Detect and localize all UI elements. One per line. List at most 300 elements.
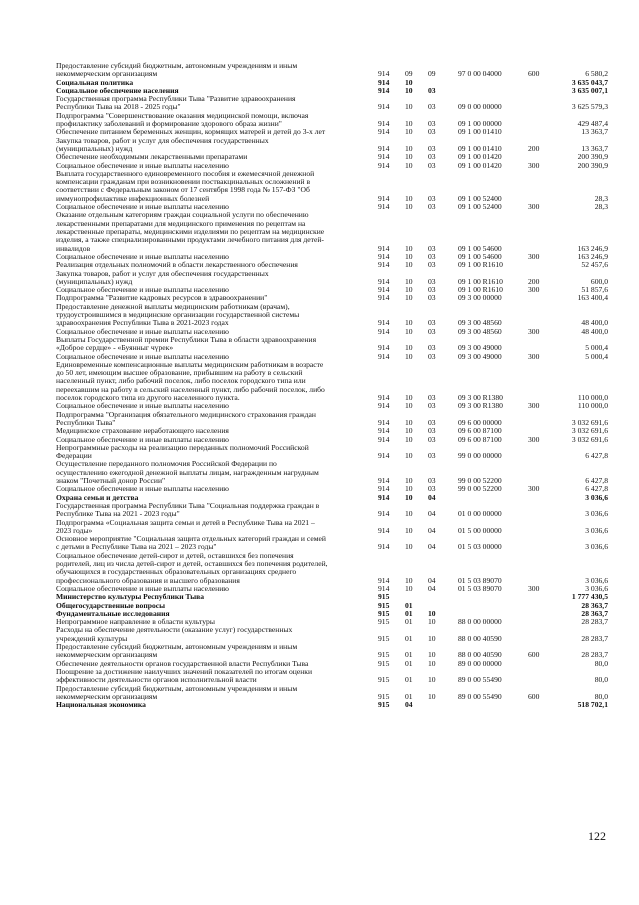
row-name-line: профилактику заболеваний и формирование здорового образа жизни" (56, 119, 282, 129)
row-name-line: Предоставление субсидий бюджетным, автономным учреждениям и иным (56, 642, 298, 651)
row-name-line: Подпрограмма "Организация обязательного медицинского страхования граждан (56, 409, 316, 419)
table-row (0, 668, 639, 685)
row-name-line: Республики Тыва" (56, 417, 116, 427)
cell-sum: 429 487,4 (577, 119, 608, 129)
row-name-line: Осуществление переданного полномочия Российской Федерации по (56, 459, 277, 469)
row-name-line: Социальное обеспечение и иные выплаты населению (56, 285, 229, 295)
row-name-line: Выплаты Государственной премии Республики Тыва в области здравоохранения (56, 334, 317, 344)
cell-ved: 914 (378, 351, 390, 361)
row-name (56, 361, 364, 402)
cell-csr: 09 1 00 01410 (458, 143, 502, 153)
row-name-line: Социальная политика (56, 77, 134, 87)
cell-ved: 915 (378, 592, 390, 602)
cell-sum: 110 000,0 (577, 401, 608, 411)
row-name-line: обучающихся в государственных образовательных организациях среднего (56, 567, 297, 577)
cell-csr: 09 1 00 54600 (458, 243, 502, 253)
row-name-line: Социальное обеспечение и иные выплаты населению (56, 583, 229, 593)
cell-pr: 03 (428, 160, 436, 170)
table-row (0, 95, 639, 112)
row-name-line: некоммерческим организациям (56, 650, 158, 660)
cell-vr: 300 (528, 160, 540, 170)
table-row (0, 270, 639, 287)
cell-pr: 03 (428, 351, 436, 361)
cell-sum: 5 000,4 (585, 351, 608, 361)
row-name-line: Национальная экономика (56, 700, 146, 710)
row-name-line: Охрана семьи и детства (56, 492, 139, 502)
cell-ved: 914 (378, 251, 390, 261)
cell-rz: 10 (405, 202, 413, 212)
row-name-line: Единовременные компенсационные выплаты медицинским работникам в возрасте (56, 359, 324, 369)
row-name-line: Федерации (56, 451, 92, 461)
row-name (56, 701, 364, 709)
cell-sum: 110 000,0 (577, 393, 608, 402)
row-name-line: Расходы на обеспечение деятельности (оказание услуг) государственных (56, 625, 293, 635)
row-name (56, 137, 364, 154)
cell-pr: 03 (428, 127, 436, 137)
row-name-line: населенный пункт, либо рабочий поселок, либо поселок городского типа или (56, 376, 306, 386)
row-name-line: Социальное обеспечение и иные выплаты населению (56, 326, 229, 336)
cell-pr: 04 (428, 542, 436, 552)
cell-rz: 10 (405, 152, 413, 162)
cell-pr: 03 (428, 318, 436, 328)
cell-sum: 13 363,7 (581, 143, 608, 153)
cell-rz: 10 (405, 417, 413, 427)
cell-ved: 914 (378, 343, 390, 353)
cell-csr: 09 1 00 R1610 (458, 260, 503, 270)
cell-csr: 09 0 00 00000 (458, 102, 502, 112)
row-name-line: эффективности деятельности органов исполнительной власти (56, 675, 257, 685)
table-row (0, 552, 639, 585)
row-name-line: Реализация отдельных полномочий в области лекарственного обеспечения (56, 260, 298, 270)
cell-ved: 915 (378, 650, 390, 660)
cell-sum: 3 036,6 (585, 525, 608, 535)
cell-rz: 10 (405, 393, 413, 402)
row-name (56, 303, 364, 328)
cell-sum: 163 246,9 (577, 251, 608, 261)
row-name-line: здравоохранения Республики Тыва в 2021-2023 годах (56, 318, 229, 328)
cell-ved: 914 (378, 285, 390, 295)
cell-ved: 914 (378, 542, 390, 552)
cell-rz: 10 (405, 293, 413, 303)
cell-sum: 3 036,6 (585, 492, 608, 502)
cell-sum: 48 400,0 (581, 326, 608, 336)
cell-csr: 09 3 00 00000 (458, 293, 502, 303)
cell-ved: 914 (378, 509, 390, 519)
cell-pr: 10 (428, 650, 436, 660)
table-row (0, 460, 639, 485)
cell-vr: 200 (528, 276, 540, 286)
row-name-line: трудоустроившимся в медицинские организации государственной системы (56, 309, 300, 319)
cell-sum: 200 390,9 (577, 160, 608, 170)
cell-rz: 10 (405, 285, 413, 295)
cell-rz: 10 (405, 243, 413, 253)
cell-sum: 13 363,7 (581, 127, 608, 137)
cell-rz: 10 (405, 326, 413, 336)
cell-ved: 915 (378, 600, 390, 610)
cell-csr: 09 3 00 49000 (458, 351, 502, 361)
cell-pr: 04 (428, 492, 436, 502)
row-name (56, 444, 364, 461)
cell-csr: 01 5 00 00000 (458, 525, 502, 535)
row-name-line: инвалидов (56, 243, 91, 253)
cell-pr: 10 (428, 691, 436, 701)
cell-vr: 600 (528, 691, 540, 701)
row-name-line: Государственная программа Республики Тыва "Развитие здравоохранения (56, 94, 296, 104)
row-name-line: Республике Тыва на 2021 - 2023 годы" (56, 509, 180, 519)
cell-rz: 10 (405, 401, 413, 411)
cell-ved: 914 (378, 475, 390, 485)
row-name (56, 519, 364, 536)
cell-rz: 10 (405, 251, 413, 261)
cell-sum: 28 283,7 (581, 633, 608, 643)
cell-csr: 01 0 00 00000 (458, 509, 502, 519)
cell-sum: 3 036,6 (585, 583, 608, 593)
cell-rz: 10 (405, 434, 413, 444)
cell-ved: 914 (378, 318, 390, 328)
row-name-line: Основное мероприятие "Социальная защита отдельных категорий граждан и семей (56, 534, 326, 544)
cell-rz: 10 (405, 351, 413, 361)
cell-rz: 10 (405, 475, 413, 485)
table-row (0, 336, 639, 353)
table-row (0, 411, 639, 428)
cell-sum: 80,0 (594, 675, 608, 685)
cell-sum: 3 635 007,1 (571, 85, 608, 95)
cell-rz: 01 (405, 650, 413, 660)
row-name (56, 211, 364, 252)
row-name-line: Подпрограмма «Социальная защита семьи и детей в Республике Тыва на 2021 – (56, 517, 315, 527)
cell-ved: 914 (378, 160, 390, 170)
row-name-line: Общегосударственные вопросы (56, 600, 166, 610)
cell-pr: 04 (428, 583, 436, 593)
cell-csr: 89 0 00 55490 (458, 675, 502, 685)
table-row (0, 685, 639, 702)
table-row (0, 519, 639, 536)
cell-rz: 10 (405, 426, 413, 436)
row-name-line: изделия, а также специализированными продуктами лечебного питания для детей- (56, 235, 324, 245)
cell-ved: 915 (378, 617, 390, 627)
cell-rz: 10 (405, 119, 413, 129)
cell-ved: 914 (378, 276, 390, 286)
cell-ved: 915 (378, 608, 390, 618)
row-name-line: Социальное обеспечение и иные выплаты населению (56, 401, 229, 411)
cell-csr: 09 1 00 01420 (458, 152, 502, 162)
row-name-line: Социальное обеспечение и иные выплаты населению (56, 160, 229, 170)
cell-rz: 01 (405, 600, 413, 610)
cell-csr: 09 3 00 49000 (458, 343, 502, 353)
cell-vr: 300 (528, 285, 540, 295)
cell-rz: 10 (405, 484, 413, 494)
cell-rz: 10 (405, 160, 413, 170)
row-name-line: учреждений культуры (56, 633, 128, 643)
cell-ved: 914 (378, 119, 390, 129)
cell-pr: 03 (428, 143, 436, 153)
cell-rz: 10 (405, 102, 413, 112)
cell-csr: 09 3 00 48560 (458, 326, 502, 336)
cell-csr: 88 0 00 40590 (458, 633, 502, 643)
cell-rz: 10 (405, 575, 413, 585)
cell-ved: 914 (378, 243, 390, 253)
row-name-line: с детьми в Республике Тыва на 2021 – 2023 годы" (56, 542, 217, 552)
row-name-line: переехавшим на работу в сельский населенный пункт, либо рабочий поселок, либо (56, 384, 325, 394)
cell-sum: 3 635 043,7 (571, 77, 608, 87)
table-row (0, 303, 639, 328)
row-name (56, 502, 364, 519)
cell-sum: 3 036,6 (585, 509, 608, 519)
cell-ved: 914 (378, 69, 390, 79)
row-name-line: знаком "Почетный донор России" (56, 475, 166, 485)
row-name-line: Подпрограмма "Совершенствование оказания медицинской помощи, включая (56, 110, 309, 120)
row-name-line: Социальное обеспечение населения (56, 85, 179, 95)
row-name-line: Обеспечение деятельности органов государственной власти Республики Тыва (56, 658, 309, 668)
row-name (56, 170, 364, 203)
row-name (56, 626, 364, 643)
cell-ved: 915 (378, 700, 390, 710)
cell-ved: 915 (378, 675, 390, 685)
cell-sum: 6 427,8 (585, 451, 608, 461)
cell-rz: 04 (405, 700, 413, 710)
cell-pr: 03 (428, 202, 436, 212)
row-name-line: Обеспечение питанием беременных женщин, кормящих матерей и детей до 3-х лет (56, 127, 326, 137)
cell-sum: 1 777 430,5 (571, 592, 608, 602)
row-name (56, 95, 364, 112)
cell-ved: 914 (378, 583, 390, 593)
cell-csr: 09 1 00 R1610 (458, 285, 503, 295)
table-row (0, 626, 639, 643)
cell-rz: 10 (405, 583, 413, 593)
row-name-line: до 50 лет, имеющим высшее образование, прибывшим на работу в сельский (56, 368, 303, 378)
cell-sum: 6 427,8 (585, 475, 608, 485)
cell-csr: 09 3 00 R1380 (458, 393, 503, 402)
row-name (56, 668, 364, 685)
row-name-line: (муниципальных) нужд (56, 143, 133, 153)
cell-ved: 914 (378, 484, 390, 494)
cell-sum: 200 390,9 (577, 152, 608, 162)
cell-rz: 01 (405, 617, 413, 627)
cell-sum: 28 363,7 (581, 600, 608, 610)
cell-pr: 03 (428, 260, 436, 270)
page-number: 122 (588, 829, 606, 843)
cell-sum: 3 625 579,3 (571, 102, 608, 112)
row-name-line: лекарственные препараты, медицинскими изделиями по рецептам на медицинские (56, 226, 325, 236)
cell-rz: 01 (405, 658, 413, 668)
table-row (0, 112, 639, 129)
table-row (0, 170, 639, 203)
row-name-line: Предоставление денежной выплаты медицинским работникам (врачам), (56, 301, 290, 311)
row-name-line: лекарственными препаратами для медицинского применения по рецептам на (56, 218, 306, 228)
cell-ved: 914 (378, 293, 390, 303)
cell-csr: 99 0 00 52200 (458, 475, 502, 485)
cell-pr: 03 (428, 451, 436, 461)
row-name (56, 411, 364, 428)
cell-pr: 04 (428, 525, 436, 535)
row-name-line: «Доброе сердце» - «Буянныг чүрек» (56, 343, 174, 353)
row-name-line: некоммерческим организациям (56, 69, 158, 79)
cell-ved: 914 (378, 127, 390, 137)
cell-pr: 03 (428, 343, 436, 353)
cell-csr: 09 6 00 87100 (458, 426, 502, 436)
cell-rz: 10 (405, 143, 413, 153)
cell-ved: 914 (378, 77, 390, 87)
cell-csr: 09 1 00 01420 (458, 160, 502, 170)
cell-rz: 10 (405, 542, 413, 552)
row-name-line: Подпрограмма "Развитие кадровых ресурсов в здравоохранении" (56, 293, 268, 303)
row-name-line: Социальное обеспечение и иные выплаты населению (56, 251, 229, 261)
cell-csr: 97 0 00 04000 (458, 69, 502, 79)
cell-rz: 10 (405, 85, 413, 95)
cell-ved: 914 (378, 426, 390, 436)
cell-csr: 09 1 00 01410 (458, 127, 502, 137)
cell-rz: 01 (405, 608, 413, 618)
cell-pr: 10 (428, 658, 436, 668)
cell-ved: 914 (378, 193, 390, 203)
row-name (56, 535, 364, 552)
row-name-line: Предоставление субсидий бюджетным, автономным учреждениям и иным (56, 61, 298, 70)
cell-rz: 10 (405, 509, 413, 519)
cell-csr: 88 0 00 40590 (458, 650, 502, 660)
row-name (56, 552, 364, 585)
row-name-line: Медицинское страхование неработающего населения (56, 426, 229, 436)
cell-ved: 915 (378, 691, 390, 701)
cell-rz: 01 (405, 675, 413, 685)
cell-pr: 09 (428, 69, 436, 79)
cell-sum: 48 400,0 (581, 318, 608, 328)
cell-ved: 914 (378, 434, 390, 444)
cell-ved: 914 (378, 152, 390, 162)
cell-pr: 10 (428, 617, 436, 627)
cell-sum: 6 580,2 (585, 69, 608, 79)
row-name-line: некоммерческим организациям (56, 691, 158, 701)
cell-pr: 10 (428, 633, 436, 643)
table-row (0, 502, 639, 519)
cell-pr: 03 (428, 475, 436, 485)
row-name-line: профессионального образования и высшего образования (56, 575, 240, 585)
row-name-line: Непрограммное направление в области культуры (56, 617, 215, 627)
cell-csr: 09 6 00 00000 (458, 417, 502, 427)
cell-ved: 915 (378, 633, 390, 643)
cell-sum: 163 246,9 (577, 243, 608, 253)
cell-ved: 915 (378, 658, 390, 668)
cell-rz: 10 (405, 260, 413, 270)
cell-ved: 914 (378, 525, 390, 535)
row-name-line: Закупка товаров, работ и услуг для обеспечения государственных (56, 135, 269, 145)
cell-vr: 600 (528, 650, 540, 660)
cell-csr: 01 5 03 89070 (458, 583, 502, 593)
row-name-line: Республики Тыва на 2018 - 2025 годы" (56, 102, 181, 112)
cell-vr: 300 (528, 484, 540, 494)
cell-rz: 10 (405, 492, 413, 502)
cell-sum: 3 032 691,6 (571, 426, 608, 436)
cell-rz: 01 (405, 691, 413, 701)
row-name-line: Оказание отдельным категориям граждан социальной услуги по обеспечению (56, 210, 309, 220)
cell-ved: 914 (378, 143, 390, 153)
row-name (56, 336, 364, 353)
table-row (0, 535, 639, 552)
table-row (0, 701, 639, 709)
row-name (56, 270, 364, 287)
cell-csr: 09 6 00 87100 (458, 434, 502, 444)
cell-ved: 914 (378, 260, 390, 270)
table-row (0, 643, 639, 660)
cell-vr: 300 (528, 251, 540, 261)
cell-sum: 28 363,7 (581, 608, 608, 618)
cell-sum: 28,3 (594, 202, 608, 212)
cell-pr: 03 (428, 326, 436, 336)
table-row (0, 62, 639, 79)
cell-sum: 163 400,4 (577, 293, 608, 303)
cell-ved: 914 (378, 102, 390, 112)
row-name-line: Социальное обеспечение и иные выплаты населению (56, 202, 229, 212)
row-name-line: Непрограммные расходы на реализацию переданных полномочий Российской (56, 442, 309, 452)
row-name-line: компенсации гражданам при возникновении поствакцинальных осложнений в (56, 177, 311, 187)
cell-csr: 99 0 00 52200 (458, 484, 502, 494)
row-name-line: Государственная программа Республики Тыва "Социальная поддержка граждан в (56, 500, 320, 510)
row-name-line: Поощрение за достижение наилучших значений показателей по итогам оценки (56, 666, 313, 676)
cell-csr: 01 5 03 89070 (458, 575, 502, 585)
cell-vr: 300 (528, 434, 540, 444)
cell-vr: 200 (528, 143, 540, 153)
cell-rz: 01 (405, 633, 413, 643)
cell-sum: 28 283,7 (581, 650, 608, 660)
cell-rz: 10 (405, 451, 413, 461)
cell-pr: 03 (428, 417, 436, 427)
row-name-line: поселок городского типа из другого населенного пункта. (56, 392, 240, 402)
row-name (56, 112, 364, 129)
cell-csr: 01 5 03 00000 (458, 542, 502, 552)
cell-csr: 09 1 00 52400 (458, 202, 502, 212)
cell-rz: 10 (405, 276, 413, 286)
cell-pr: 10 (428, 608, 436, 618)
cell-pr: 03 (428, 251, 436, 261)
cell-csr: 89 0 00 55490 (458, 691, 502, 701)
cell-ved: 914 (378, 393, 390, 402)
cell-sum: 52 457,6 (581, 260, 608, 270)
cell-csr: 88 0 00 00000 (458, 617, 502, 627)
cell-sum: 51 857,6 (581, 285, 608, 295)
cell-ved: 914 (378, 202, 390, 212)
cell-ved: 914 (378, 451, 390, 461)
cell-pr: 10 (428, 675, 436, 685)
cell-ved: 914 (378, 326, 390, 336)
cell-pr: 03 (428, 426, 436, 436)
cell-sum: 3 036,6 (585, 575, 608, 585)
cell-rz: 10 (405, 525, 413, 535)
cell-ved: 914 (378, 492, 390, 502)
cell-rz: 10 (405, 193, 413, 203)
cell-vr: 300 (528, 351, 540, 361)
cell-csr: 09 1 00 00000 (458, 119, 502, 129)
cell-pr: 03 (428, 243, 436, 253)
cell-rz: 10 (405, 77, 413, 87)
row-name-line: Социальное обеспечение и иные выплаты населению (56, 484, 229, 494)
cell-sum: 28,3 (594, 193, 608, 203)
cell-csr: 09 3 00 48560 (458, 318, 502, 328)
cell-sum: 3 032 691,6 (571, 434, 608, 444)
cell-rz: 10 (405, 127, 413, 137)
cell-pr: 03 (428, 285, 436, 295)
cell-csr: 09 1 00 R1610 (458, 276, 503, 286)
row-name (56, 685, 364, 702)
cell-csr: 99 0 00 00000 (458, 451, 502, 461)
table-row (0, 211, 639, 253)
cell-vr: 300 (528, 202, 540, 212)
cell-sum: 3 032 691,6 (571, 417, 608, 427)
cell-vr: 300 (528, 326, 540, 336)
cell-sum: 3 036,6 (585, 542, 608, 552)
cell-rz: 10 (405, 318, 413, 328)
row-name-line: Выплата государственного единовременного пособия и ежемесячной денежной (56, 168, 315, 178)
cell-sum: 600,0 (590, 276, 608, 286)
row-name-line: Министерство культуры Республики Тыва (56, 592, 205, 602)
